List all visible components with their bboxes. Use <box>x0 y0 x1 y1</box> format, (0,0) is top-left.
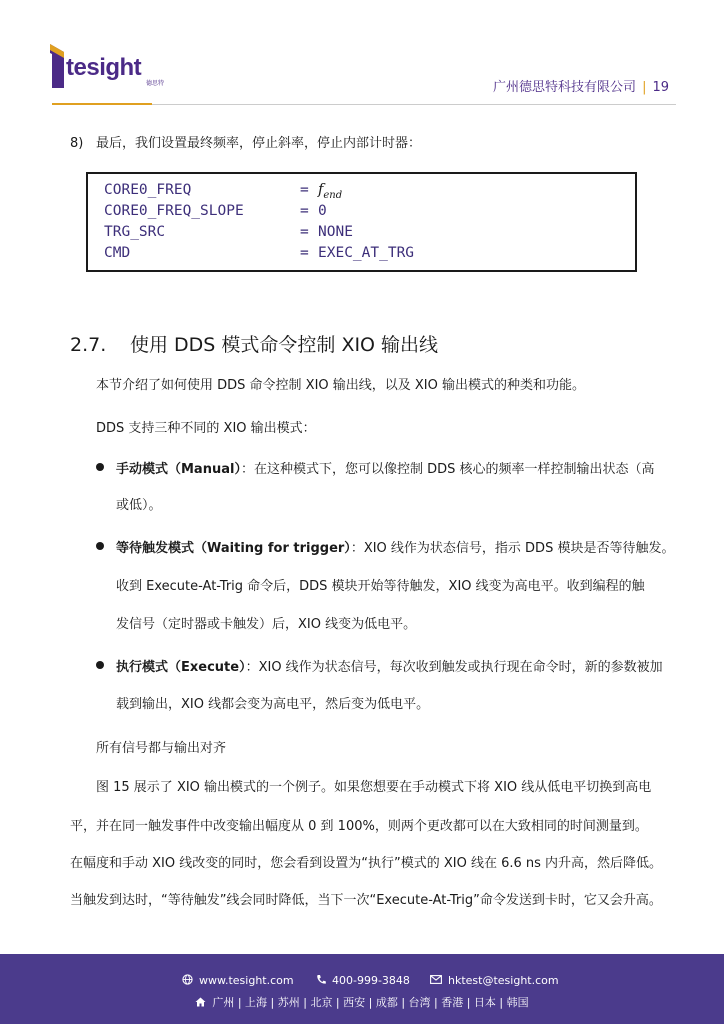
logo-mark-icon <box>50 44 66 88</box>
code-block <box>86 172 637 272</box>
phone-text: 400-999-3848 <box>332 974 410 987</box>
step-number: 8) <box>70 136 84 151</box>
code-key: CORE0_FREQ_SLOPE <box>104 203 244 219</box>
header-divider <box>152 104 676 105</box>
code-value: EXEC_AT_TRG <box>318 245 415 261</box>
logo-subtext: 德思特 <box>146 80 165 87</box>
section-heading <box>70 330 438 357</box>
cities-text: 广州 | 上海 | 苏州 | 北京 | 西安 | 成都 | 台湾 | 香港 | 日本 | 韩国 <box>212 996 529 1009</box>
bullet-line <box>116 458 655 477</box>
bullet-line <box>116 656 663 675</box>
body-paragraph-line: 在幅度和手动 XIO 线改变的同时，您会看到设置为“执行”模式的 XIO 线在 6.6 ns 内升高，然后降低。 <box>70 856 663 871</box>
page-number: 19 <box>652 80 669 95</box>
intro-paragraph-2: DDS 支持三种不同的 XIO 输出模式： <box>96 421 316 436</box>
code-equals: = <box>300 182 309 198</box>
section-title-text: 使用 DDS 模式命令控制 XIO 输出线 <box>130 334 439 356</box>
bullet-term: 手动模式（Manual） <box>116 462 241 477</box>
bullet-term: 执行模式（Execute） <box>116 660 246 675</box>
code-value: 0 <box>318 203 327 219</box>
email-text: hktest@tesight.com <box>448 974 559 987</box>
code-row <box>104 203 327 223</box>
header-company-page <box>493 76 669 95</box>
header-accent-line <box>52 103 152 105</box>
section-number: 2.7. <box>70 334 107 356</box>
code-key: CMD <box>104 245 131 261</box>
bullet-line <box>116 537 674 556</box>
code-value: $f_{end}$ <box>318 182 343 201</box>
footer-phone[interactable] <box>316 974 410 987</box>
bullet-line: 或低）。 <box>116 498 162 513</box>
bullet-line: 发信号（定时器或卡触发）后，XIO 线变为低电平。 <box>116 617 417 632</box>
bullet-line: 收到 Execute-At-Trig 命令后，DDS 模块开始等待触发，XIO 线变为高电平。收到编程的触 <box>116 579 645 594</box>
code-row <box>104 224 353 244</box>
page-header <box>0 0 724 110</box>
code-equals: = <box>300 203 309 219</box>
footer-email[interactable] <box>430 974 559 987</box>
logo-text: tesight <box>66 54 142 81</box>
footer-cities <box>0 994 724 1010</box>
body-paragraph-line: 当触发到达时，“等待触发”线会同时降低，当下一次“Execute-At-Trig”命令发送到卡时，它又会升高。 <box>70 893 662 908</box>
code-equals: = <box>300 245 309 261</box>
bullet-text: ：在这种模式下，您可以像控制 DDS 核心的频率一样控制输出状态（高 <box>240 462 655 477</box>
bullet-line: 载到输出，XIO 线都会变为高电平，然后变为低电平。 <box>116 697 430 712</box>
bullet-icon <box>96 661 104 669</box>
step-8 <box>70 132 421 151</box>
phone-icon <box>316 974 326 985</box>
body-paragraph-line: 图 15 展示了 XIO 输出模式的一个例子。如果您想要在手动模式下将 XIO 线从低电平切换到高电 <box>96 780 652 795</box>
bullet-icon <box>96 542 104 550</box>
body-paragraph-line: 平，并在同一触发事件中改变输出幅度从 0 到 100%，则两个更改都可以在大致相同的时间测量到。 <box>70 819 648 834</box>
bullet-text: ：XIO 线作为状态信号，每次收到触发或执行现在命令时，新的参数被加 <box>245 660 663 675</box>
header-separator: | <box>642 80 647 95</box>
footer-website[interactable] <box>182 974 294 987</box>
company-name: 广州德思特科技有限公司 <box>493 80 637 95</box>
align-note: 所有信号都与输出对齐 <box>96 741 227 756</box>
intro-paragraph: 本节介绍了如何使用 DDS 命令控制 XIO 输出线，以及 XIO 输出模式的种类和功能。 <box>96 378 586 393</box>
code-key: CORE0_FREQ <box>104 182 192 198</box>
logo <box>50 44 165 90</box>
code-row <box>104 245 414 265</box>
code-key: TRG_SRC <box>104 224 166 240</box>
step-text: 最后，我们设置最终频率，停止斜率，停止内部计时器： <box>96 136 422 151</box>
bullet-term: 等待触发模式（Waiting for trigger） <box>116 541 351 556</box>
code-value: NONE <box>318 224 353 240</box>
mail-icon <box>430 975 442 984</box>
globe-icon <box>182 974 193 985</box>
home-icon <box>195 997 206 1007</box>
page-footer <box>0 954 724 1024</box>
bullet-text: ：XIO 线作为状态信号，指示 DDS 模块是否等待触发。 <box>350 541 675 556</box>
bullet-icon <box>96 463 104 471</box>
code-equals: = <box>300 224 309 240</box>
website-text: www.tesight.com <box>199 974 294 987</box>
code-row <box>104 182 342 202</box>
